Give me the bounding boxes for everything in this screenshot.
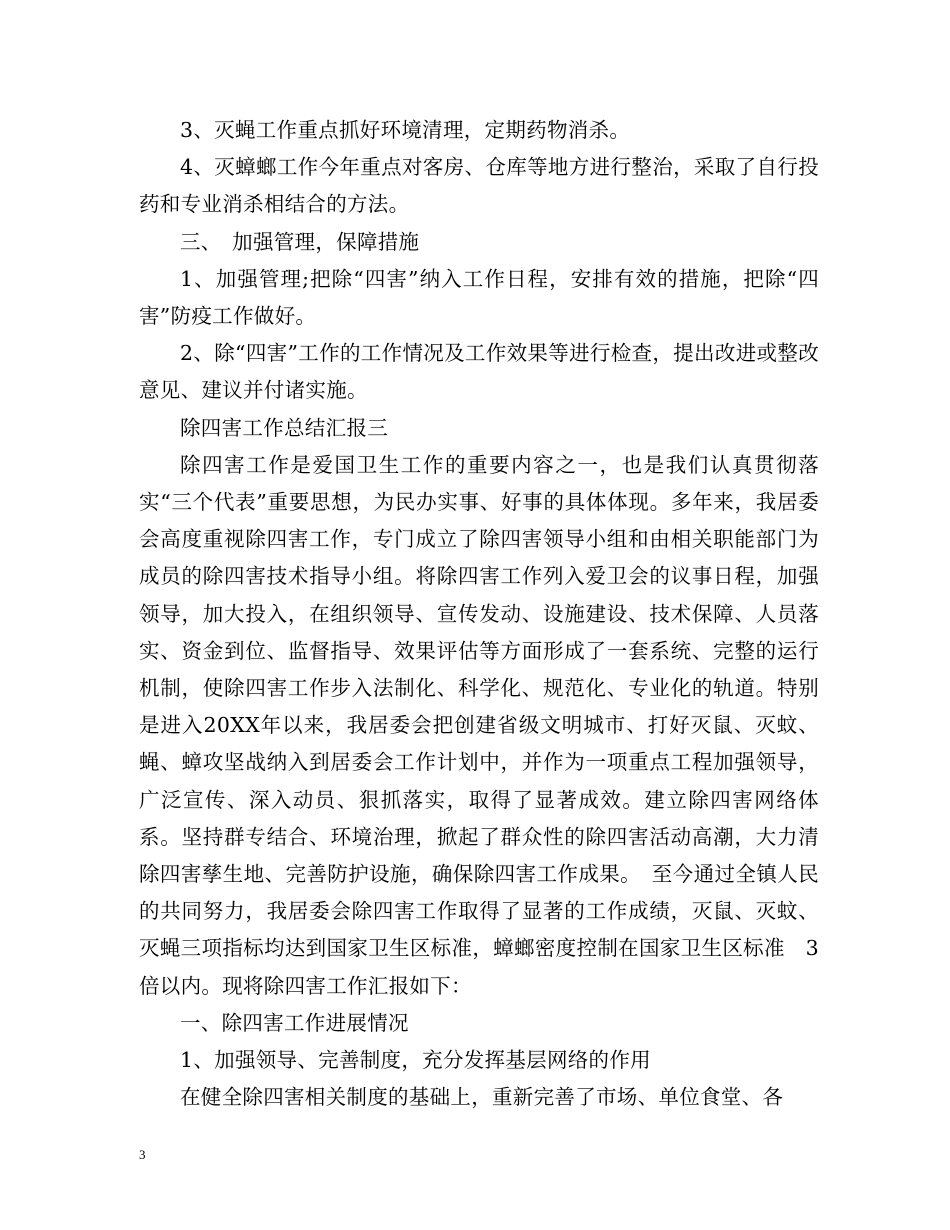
document-body [139,112,819,1116]
section-heading-management: 三、 加强管理，保障措施 [180,229,420,254]
subheading-leadership: 1、加强领导、完善制度，充分发挥基层网络的作用 [180,1048,651,1073]
paragraph-cockroach-control: 4、灭蟑螂工作今年重点对客房、仓库等地方进行整治，采取了自行投药和专业消杀相结合的方法。 [139,155,819,217]
paragraph-management-2: 2、除“四害”工作的工作情况及工作效果等进行检查，提出改进或整改意见、建议并付诸实施。 [139,341,819,403]
report-title: 除四害工作总结汇报三 [180,415,388,440]
paragraph-report-intro: 除四害工作是爱国卫生工作的重要内容之一，也是我们认真贯彻落实“三个代表”重要思想，为民办实事、好事的具体体现。多年来，我居委会高度重视除四害工作，专门成立了除四害领导小组和由相关职能部门为成员的除四害技术指导小组。将除四害工作列入爱卫会的议事日程，加强领导，加大投入，在组织领导、宣传发动、设施建设、技术保障、人员落实、资金到位、监督指导、效果评估等方面形成了一套系统、完整的运行机制，使除四害工作步入法制化、科学化、规范化、专业化的轨道。特别是进入20XX年以来，我居委会把创建省级文明城市、打好灭鼠、灭蚊、蝇、蟑攻坚战纳入到居委会工作计划中，并作为一项重点工程加强领导，广泛宣传、深入动员、狠抓落实，取得了显著成效。建立除四害网络体系。坚持群专结合、环境治理，掀起了群众性的除四害活动高潮，大力清除四害孳生地、完善防护设施，确保除四害工作成果。 至今通过全镇人民的共同努力，我居委会除四害工作取得了显著的工作成绩，灭鼠、灭蚊、灭蝇三项指标均达到国家卫生区标准，蟑螂密度控制在国家卫生区标准 3倍以内。现将除四害工作汇报如下： [139,452,819,998]
paragraph-fly-control: 3、灭蝇工作重点抓好环境清理，定期药物消杀。 [180,118,631,142]
paragraph-systems: 在健全除四害相关制度的基础上，重新完善了市场、单位食堂、各 [180,1085,784,1110]
paragraph-management-1: 1、加强管理;把除“四害”纳入工作日程，安排有效的措施，把除“四害”防疫工作做好。 [139,266,819,329]
page-number: 3 [139,1147,146,1162]
section-heading-progress: 一、除四害工作进展情况 [180,1010,409,1035]
